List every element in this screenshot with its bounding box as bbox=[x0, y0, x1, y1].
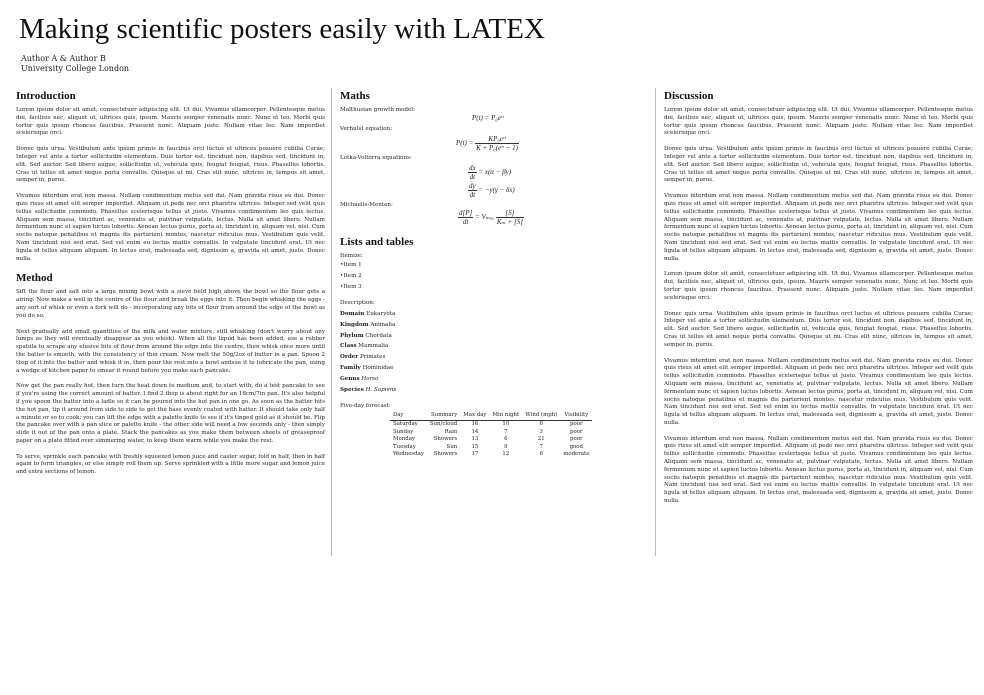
lv1-denominator: dt bbox=[469, 173, 476, 181]
author-affiliation: University College London bbox=[21, 64, 130, 73]
michaelis-menten-label: Michaelis-Menten: bbox=[340, 202, 393, 208]
description-value: Animalia bbox=[370, 321, 396, 328]
malthusian-equation: P(t) = P₀eʳᵗ bbox=[472, 114, 504, 122]
table-cell: Saturday bbox=[393, 420, 418, 427]
lv2-numerator: dy bbox=[469, 182, 476, 190]
description-item bbox=[340, 309, 647, 320]
table-cell: 14 bbox=[471, 428, 479, 435]
description-value: Homo bbox=[361, 375, 379, 382]
table-body bbox=[390, 420, 592, 458]
malthusian-label: Malthusian growth model: bbox=[340, 107, 415, 113]
discussion-heading: Discussion bbox=[664, 90, 714, 102]
table-cell: Sunday bbox=[393, 428, 414, 435]
table-cell: Showers bbox=[433, 436, 458, 443]
paragraph: Lorem ipsum dolor sit amet, consectetuer adipiscing elit. Ut dui. Vivamus ullamcorper. Pellentesque metus dui, facilisis nec, aliquet ut, ultrices quis, ipsum. Mauris semper venenatis nunc. Nunc et leo. Morbi quis tortor quis ipsum rhoncus faucibus. Praesent nunc. Aliquam justo. Nullam vitae leo. Nam imperdiet scelerisque orci. bbox=[16, 107, 325, 137]
description-value: Eukaryota bbox=[366, 311, 396, 317]
malthusian-equation-row bbox=[340, 114, 647, 126]
column-middle bbox=[340, 89, 647, 459]
paragraph: Vivamus interdum erat non massa. Nullam condimentum metus sed dui. Nam gravida risus eu dui. Donec quis risus sit amet elit semper imperdiet. Aliquam ut pede nec orci pharetra ultrices. Integer sed velit quis tellus sollicitudin commodo. Phasellus scelerisque tellus ut justo. Vivamus condimentum leo quis lectus. Aliquam sem massa, tincidunt ac, venenatis at, pulvinar vulputate, lectus. Nulla sit amet libero. Nullam fermentum nunc et sapien luctus lobortis. Aenean lectus purus, porta at, tincidunt in, aliquam vel, nisi. Cum sociis natoque penatibus et magnis dis parturient montes, nascetur ridiculus mus. Vestibulum quis velit. Nam tincidunt nisi sed erat. Sed vel enim eu lectus mattis convallis. In vulputate tincidunt erat. Ut nec ligula id tellus aliquam aliquam. In lectus erat, malesuada sed, dignissim a, gravida sit amet, justo. Donec nulla. bbox=[664, 435, 973, 505]
table-cell: moderate bbox=[563, 451, 590, 458]
table-cell: 6 bbox=[539, 420, 543, 427]
table-cell: poor bbox=[570, 436, 583, 443]
list-item: • Item 1 bbox=[340, 260, 647, 271]
description-item bbox=[340, 320, 647, 331]
column-right bbox=[664, 89, 973, 514]
table-cell: Rain bbox=[444, 428, 458, 435]
table-row bbox=[390, 420, 592, 428]
verhulst-label: Verhulst equation: bbox=[340, 126, 393, 132]
description-term: Genus bbox=[340, 375, 360, 382]
verhulst-numerator: KP₀eʳᵗ bbox=[475, 135, 519, 144]
description-term: Family bbox=[340, 364, 361, 371]
table-row bbox=[390, 451, 592, 459]
lotka-volterra-eq-1 bbox=[468, 164, 511, 181]
mm-lhs-numerator: d[P] bbox=[459, 209, 473, 217]
table-header-cell: Summary bbox=[427, 412, 460, 420]
lists-tables-heading: Lists and tables bbox=[340, 236, 414, 248]
author-names: Author A & Author B bbox=[21, 54, 106, 63]
table-cell: 6 bbox=[504, 436, 508, 443]
table-cell: 21 bbox=[537, 436, 545, 443]
table-cell: poor bbox=[570, 420, 583, 427]
table-header-cell: Min night bbox=[489, 412, 522, 420]
table-cell: 9 bbox=[504, 443, 508, 450]
mm-denominator: Kₘ + [S] bbox=[496, 218, 523, 226]
description-term: Order bbox=[340, 354, 359, 361]
verhulst-lhs: P(t) = bbox=[456, 139, 474, 148]
table-row bbox=[390, 429, 592, 437]
paragraph: Vivamus interdum erat non massa. Nullam condimentum metus sed dui. Nam gravida risus eu dui. Donec quis risus sit amet elit semper imperdiet. Aliquam ut pede nec orci pharetra ultrices. Integer sed velit quis tellus sollicitudin commodo. Phasellus scelerisque tellus ut justo. Vivamus condimentum leo quis lectus. Aliquam sem massa, tincidunt ac, venenatis at, pulvinar vulputate, lectus. Nulla sit amet libero. Nullam fermentum nunc et sapien luctus lobortis. Aenean lectus purus, porta at, tincidunt in, aliquam vel, nisi. Cum sociis natoque penatibus et magnis dis parturient montes, nascetur ridiculus mus. Vestibulum quis velit. Nam tincidunt nisi sed erat. Sed vel enim eu lectus mattis convallis. In vulputate tincidunt erat. Ut nec ligula id tellus aliquam aliquam. In lectus erat, malesuada sed, dignissim a, gravida sit amet, justo. Donec nulla. bbox=[16, 193, 325, 262]
paragraph: Lorem ipsum dolor sit amet, consectetuer adipiscing elit. Ut dui. Vivamus ullamcorper. Pellentesque metus dui, facilisis nec, aliquet ut, ultrices quis, ipsum. Mauris semper venenatis nunc. Nunc et leo. Morbi quis tortor quis ipsum rhoncus faucibus. Praesent nunc. Aliquam justo. Nullam vitae leo. Nam imperdiet scelerisque orci. bbox=[664, 107, 973, 137]
lv2-rhs: = −y(γ − δx) bbox=[478, 186, 515, 195]
verhulst-fraction bbox=[475, 135, 519, 152]
introduction-body bbox=[16, 107, 325, 263]
table-cell: Monday bbox=[393, 436, 415, 443]
maths-heading: Maths bbox=[340, 90, 370, 102]
table-cell: poor bbox=[570, 428, 583, 435]
table-cell: good bbox=[569, 443, 584, 450]
description-term: Kingdom bbox=[340, 321, 369, 328]
method-heading: Method bbox=[16, 272, 53, 285]
description-term: Species bbox=[340, 386, 364, 393]
lotka-volterra-eq-2 bbox=[468, 182, 515, 199]
paragraph: To serve, sprinkle each pancake with freshly squeezed lemon juice and caster sugar, fold in half, then in half again to form triangles, or else simply roll them up. Serve sprinkled with a little more sugar and lemon juice and extra sections of lemon. bbox=[16, 453, 325, 476]
table-cell: Sun/cloud bbox=[429, 420, 458, 427]
paragraph: Next gradually add small quantities of the milk and water mixture, still whisking (don't worry about any lumps as they will eventually disappear as you whisk). When all the liquid has been added, use a rubber spatula to scrape any elusive bits of flour from around the edge into the centre, then whisk once more until the batter is smooth, with the consistency of thin cream. Now melt the 50g/2oz of butter in a pan. Spoon 2 tbsp of it into the batter and whisk it in, then pour the rest into a bowl andsue it to lubricate the pan, using a wedge of kitchen paper to smear it round before you make each pancake. bbox=[16, 328, 325, 374]
method-body bbox=[16, 289, 325, 477]
description-label: Description: bbox=[340, 300, 375, 306]
table-header-cell: Day bbox=[390, 412, 427, 420]
introduction-heading: Introduction bbox=[16, 90, 76, 102]
table-cell: 7 bbox=[539, 443, 543, 450]
itemize-label: Itemize: bbox=[340, 253, 364, 259]
list-item: • Item 3 bbox=[340, 282, 647, 293]
description-term: Class bbox=[340, 343, 357, 350]
verhulst-equation bbox=[340, 133, 647, 155]
author-block bbox=[21, 54, 129, 74]
table-header-cell: Wind (mph) bbox=[522, 412, 560, 420]
description-value: H. Sapiens bbox=[365, 386, 397, 393]
table-cell: 15 bbox=[471, 443, 479, 450]
table-header-cell: Max day bbox=[460, 412, 489, 420]
table-cell: Showers bbox=[433, 451, 458, 458]
verhulst-denominator: K + P₀(eʳᵗ − 1) bbox=[476, 144, 518, 152]
table-cell: 7 bbox=[504, 428, 508, 435]
column-left bbox=[16, 89, 325, 485]
description-item bbox=[340, 341, 647, 352]
table-cell: Tuesday bbox=[393, 443, 416, 450]
table-row bbox=[390, 436, 592, 444]
itemize-list bbox=[340, 260, 647, 293]
description-term: Phylum bbox=[340, 332, 364, 339]
table-cell: 13 bbox=[471, 436, 479, 443]
poster-title: Making scientific posters easily with LATEX bbox=[19, 13, 545, 45]
description-item bbox=[340, 385, 647, 396]
paragraph: Now get the pan really hot, then turn the heat down to medium and, to start with, do a test pancake to see if you're using the correct amount of batter. I find 2 tbsp is about right for an 18cm/7in pan. It's also helpful if you spoon the batter into a ladle so it can be poured into the hot pan in one go. As soon as the batter hits the hot pan, tip it around from side to side to get the base evenly coated with batter. It should take only half a minute or so to cook; you can lift the edge with a palette knife to see if it's tinged gold as it should be. Flip the pancake over with a pan slice or palette knife - the other side will need a few seconds only - then simply slide it out of the pan onto a plate. Stack the pancakes as you make them between sheets of greaseproof paper on a plate fitted over simmering water, to keep them warm while you make the rest. bbox=[16, 383, 325, 444]
description-value: Hominidae bbox=[362, 364, 394, 371]
lotka-volterra-label: Lotka-Volterra equations: bbox=[340, 155, 412, 161]
paragraph: Vivamus interdum erat non massa. Nullam condimentum metus sed dui. Nam gravida risus eu dui. Donec quis risus sit amet elit semper imperdiet. Aliquam ut pede nec orci pharetra ultrices. Integer sed velit quis tellus sollicitudin commodo. Phasellus scelerisque tellus ut justo. Vivamus condimentum leo quis lectus. Aliquam sem massa, tincidunt ac, venenatis at, pulvinar vulputate, lectus. Nulla sit amet libero. Nullam fermentum nunc et sapien luctus lobortis. Aenean lectus purus, porta at, tincidunt in, aliquam vel, nisi. Cum sociis natoque penatibus et magnis dis parturient montes, nascetur ridiculus mus. Vestibulum quis velit. Nam tincidunt nisi sed erat. Sed vel enim eu lectus mattis convallis. In vulputate tincidunt erat. Ut nec ligula id tellus aliquam aliquam. In lectus erat, malesuada sed, dignissim a, gravida sit amet, justo. Donec nulla. bbox=[664, 357, 973, 426]
table-header-cell: Visibility bbox=[560, 412, 592, 420]
forecast-table bbox=[390, 412, 592, 459]
table-header-row bbox=[390, 412, 592, 420]
paragraph: Donec quis urna. Vestibulum ante ipsum primis in faucibus orci luctus et ultrices posuere cubilia Curae; Integer vel ante a tortor sollicitudin elementum. Duis tortor est, tincidunt non, dapibus sed, tincidunt in, elit. Sed auctor. Sed libero augue, sollicitudin ut, vehicula quis, feugiat feugiat, risus. Phasellus lobortis. Cras ut tellus sit amet neque porta convallis. Quisque ut mi. Cras elit nunc, ultrices in, tempus sit amet, semper in, purus. bbox=[664, 310, 973, 348]
table-cell: 6 bbox=[539, 451, 543, 458]
paragraph: Lorem ipsum dolor sit amet, consectetuer adipiscing elit. Ut dui. Vivamus ullamcorper. Pellentesque metus dui, facilisis nec, aliquet ut, ultrices quis, ipsum. Mauris semper venenatis nunc. Nunc et leo. Morbi quis tortor quis ipsum rhoncus faucibus. Praesent nunc. Aliquam justo. Nullam vitae leo. Nam imperdiet scelerisque orci. bbox=[664, 271, 973, 301]
table-cell: 16 bbox=[471, 420, 479, 427]
table-cell: 10 bbox=[502, 420, 510, 427]
mm-lhs-denominator: dt bbox=[462, 218, 469, 226]
description-value: Primates bbox=[360, 354, 386, 361]
description-item bbox=[340, 331, 647, 342]
discussion-body bbox=[664, 107, 973, 506]
table-cell: 3 bbox=[539, 428, 543, 435]
mm-numerator: [S] bbox=[496, 209, 524, 218]
table-row bbox=[390, 444, 592, 452]
table-cell: 12 bbox=[502, 451, 510, 458]
michaelis-menten-equation bbox=[340, 209, 647, 233]
lv1-rhs: = x(α − βy) bbox=[478, 168, 512, 177]
description-item bbox=[340, 352, 647, 363]
paragraph: Donec quis urna. Vestibulum ante ipsum primis in faucibus orci luctus et ultrices posuere cubilia Curae; Integer vel ante a tortor sollicitudin elementum. Duis tortor est, tincidunt non, dapibus sed, tincidunt in, elit. Sed auctor. Sed libero augue, sollicitudin ut, vehicula quis, feugiat feugiat, risus. Phasellus lobortis. Cras ut tellus sit amet neque porta convallis. Quisque ut mi. Cras elit nunc, ultrices in, tempus sit amet, semper in, purus. bbox=[16, 146, 325, 184]
forecast-label: Five-day forecast: bbox=[340, 403, 391, 410]
table-cell: Wednesday bbox=[393, 451, 424, 458]
description-item bbox=[340, 374, 647, 385]
lv1-numerator: dx bbox=[469, 164, 476, 172]
column-divider bbox=[331, 88, 332, 556]
description-list bbox=[340, 309, 647, 395]
table-cell: 17 bbox=[471, 451, 479, 458]
paragraph: Vivamus interdum erat non massa. Nullam condimentum metus sed dui. Nam gravida risus eu dui. Donec quis risus sit amet elit semper imperdiet. Aliquam ut pede nec orci pharetra ultrices. Integer sed velit quis tellus sollicitudin commodo. Phasellus scelerisque tellus ut justo. Vivamus condimentum leo quis lectus. Aliquam sem massa, tincidunt ac, venenatis at, pulvinar vulputate, lectus. Nulla sit amet libero. Nullam fermentum nunc et sapien luctus lobortis. Aenean lectus purus, porta at, tincidunt in, aliquam vel, nisi. Cum sociis natoque penatibus et magnis dis parturient montes, nascetur ridiculus mus. Vestibulum quis velit. Nam tincidunt nisi sed erat. Sed vel enim eu lectus mattis convallis. In vulputate tincidunt erat. Ut nec ligula id tellus aliquam aliquam. In lectus erat, malesuada sed, dignissim a, gravida sit amet, justo. Donec nulla. bbox=[664, 193, 973, 262]
paragraph: Sift the flour and salt into a large mixing bowl with a sieve held high above the bowl so the flour gets a airing. Now make a well in the centre of the flour and break the eggs into it. Then begin whisking the eggs - any sort of whisk or even a fork will do - incorporating any bits of flour from around the edge of the bowl as you do so. bbox=[16, 289, 325, 319]
lv2-denominator: dt bbox=[469, 191, 476, 199]
lotka-volterra-equations bbox=[340, 162, 647, 202]
description-item bbox=[340, 363, 647, 374]
description-term: Domain bbox=[340, 311, 365, 317]
mm-vmax: = Vₘₐₓ bbox=[474, 213, 495, 222]
table-cell: Sun bbox=[446, 443, 458, 450]
paragraph: Donec quis urna. Vestibulum ante ipsum primis in faucibus orci luctus et ultrices posuere cubilia Curae; Integer vel ante a tortor sollicitudin elementum. Duis tortor est, tincidunt non, dapibus sed, tincidunt in, elit. Sed auctor. Sed libero augue, sollicitudin ut, vehicula quis, feugiat feugiat, risus. Phasellus lobortis. Cras ut tellus sit amet neque porta convallis. Quisque ut mi. Cras elit nunc, ultrices in, tempus sit amet, semper in, purus. bbox=[664, 146, 973, 184]
column-divider bbox=[655, 88, 656, 556]
description-value: Mammalia bbox=[358, 343, 389, 350]
description-value: Chordata bbox=[365, 332, 392, 339]
list-item: • Item 2 bbox=[340, 271, 647, 282]
